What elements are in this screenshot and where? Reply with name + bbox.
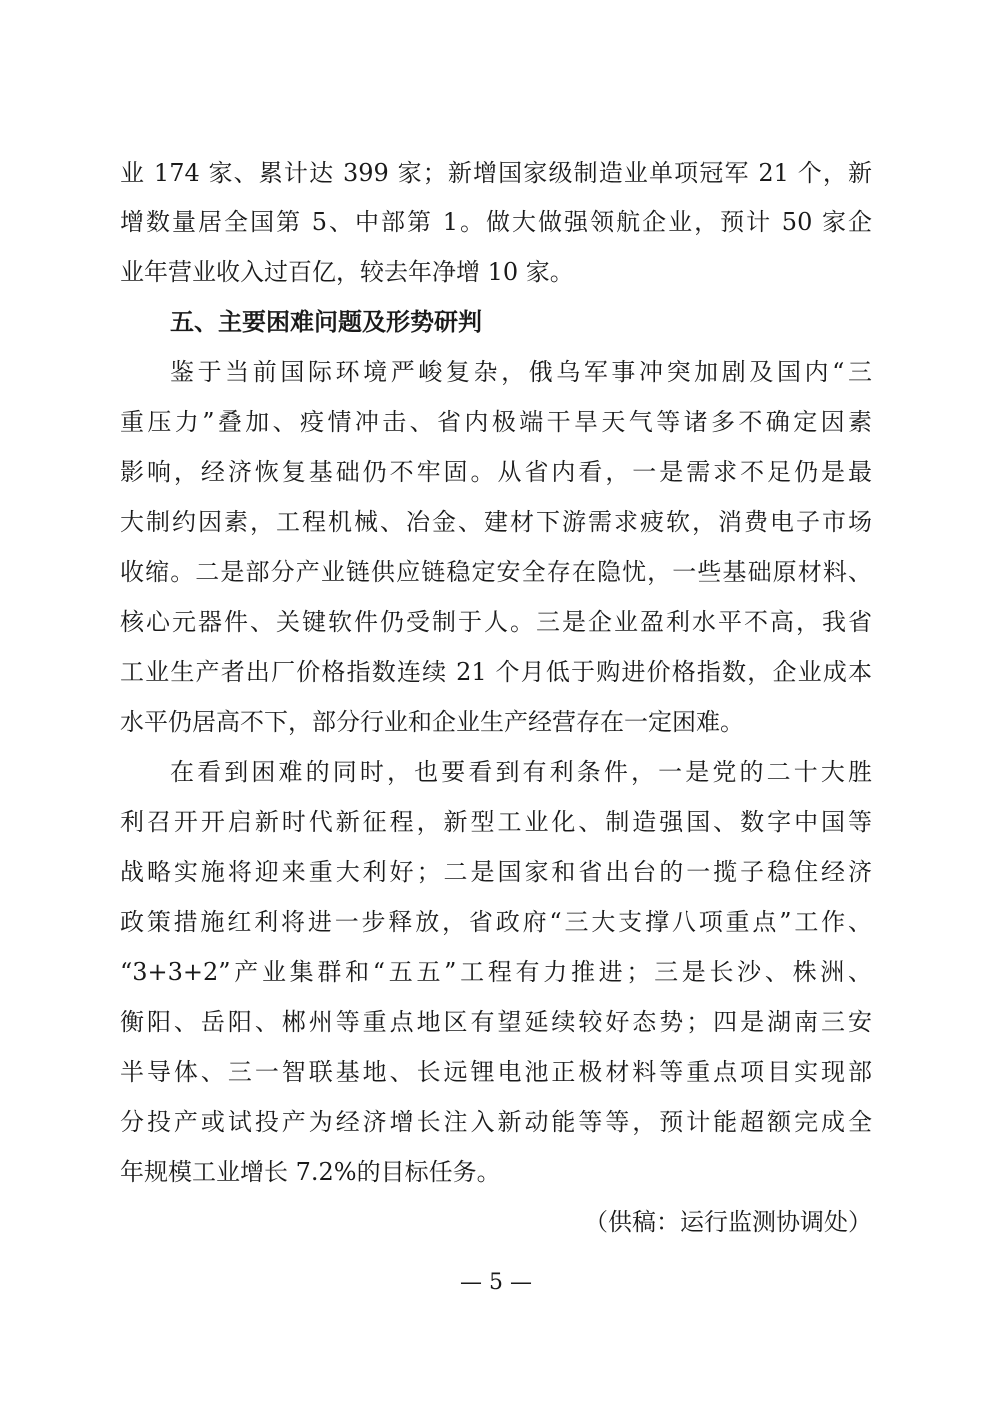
source-note: （供稿：运行监测协调处）	[584, 1208, 872, 1236]
paragraph-line: 水平仍居高不下，部分行业和企业生产经营存在一定困难。	[120, 708, 744, 736]
paragraph-line: 业年营业收入过百亿，较去年净增 10 家。	[120, 258, 574, 286]
paragraph-line: 收缩。二是部分产业链供应链稳定安全存在隐忧，一些基础原材料、	[120, 558, 872, 586]
page-number: — 5 —	[460, 1270, 532, 1295]
paragraph-line: 利召开开启新时代新征程，新型工业化、制造强国、数字中国等	[120, 808, 872, 836]
paragraph-line: 在看到困难的同时，也要看到有利条件，一是党的二十大胜	[170, 758, 872, 786]
paragraph-line: 业 174 家、累计达 399 家；新增国家级制造业单项冠军 21 个，新	[120, 159, 872, 187]
paragraph-line: 分投产或试投产为经济增长注入新动能等等，预计能超额完成全	[120, 1108, 872, 1136]
paragraph-line: 影响，经济恢复基础仍不牢固。从省内看，一是需求不足仍是最	[120, 458, 872, 486]
paragraph-line: 年规模工业增长 7.2%的目标任务。	[120, 1158, 501, 1186]
paragraph-line: 政策措施红利将进一步释放，省政府“三大支撑八项重点”工作、	[120, 908, 872, 936]
paragraph-line: 核心元器件、关键软件仍受制于人。三是企业盈利水平不高，我省	[120, 608, 872, 636]
paragraph-line: 鉴于当前国际环境严峻复杂，俄乌军事冲突加剧及国内“三	[170, 358, 872, 386]
paragraph-line: 重压力”叠加、疫情冲击、省内极端干旱天气等诸多不确定因素	[120, 408, 872, 436]
paragraph-line: 大制约因素，工程机械、冶金、建材下游需求疲软，消费电子市场	[120, 508, 872, 536]
paragraph-line: 工业生产者出厂价格指数连续 21 个月低于购进价格指数，企业成本	[120, 658, 872, 686]
paragraph-line: “3+3+2”产业集群和“五五”工程有力推进；三是长沙、株洲、	[120, 958, 872, 986]
paragraph-line: 半导体、三一智联基地、长远锂电池正极材料等重点项目实现部	[120, 1058, 872, 1086]
paragraph-line: 衡阳、岳阳、郴州等重点地区有望延续较好态势；四是湖南三安	[120, 1008, 872, 1036]
paragraph-line: 增数量居全国第 5、中部第 1。做大做强领航企业，预计 50 家企	[120, 208, 872, 236]
section-heading: 五、主要困难问题及形势研判	[170, 307, 482, 336]
paragraph-line: 战略实施将迎来重大利好；二是国家和省出台的一揽子稳住经济	[120, 858, 872, 886]
